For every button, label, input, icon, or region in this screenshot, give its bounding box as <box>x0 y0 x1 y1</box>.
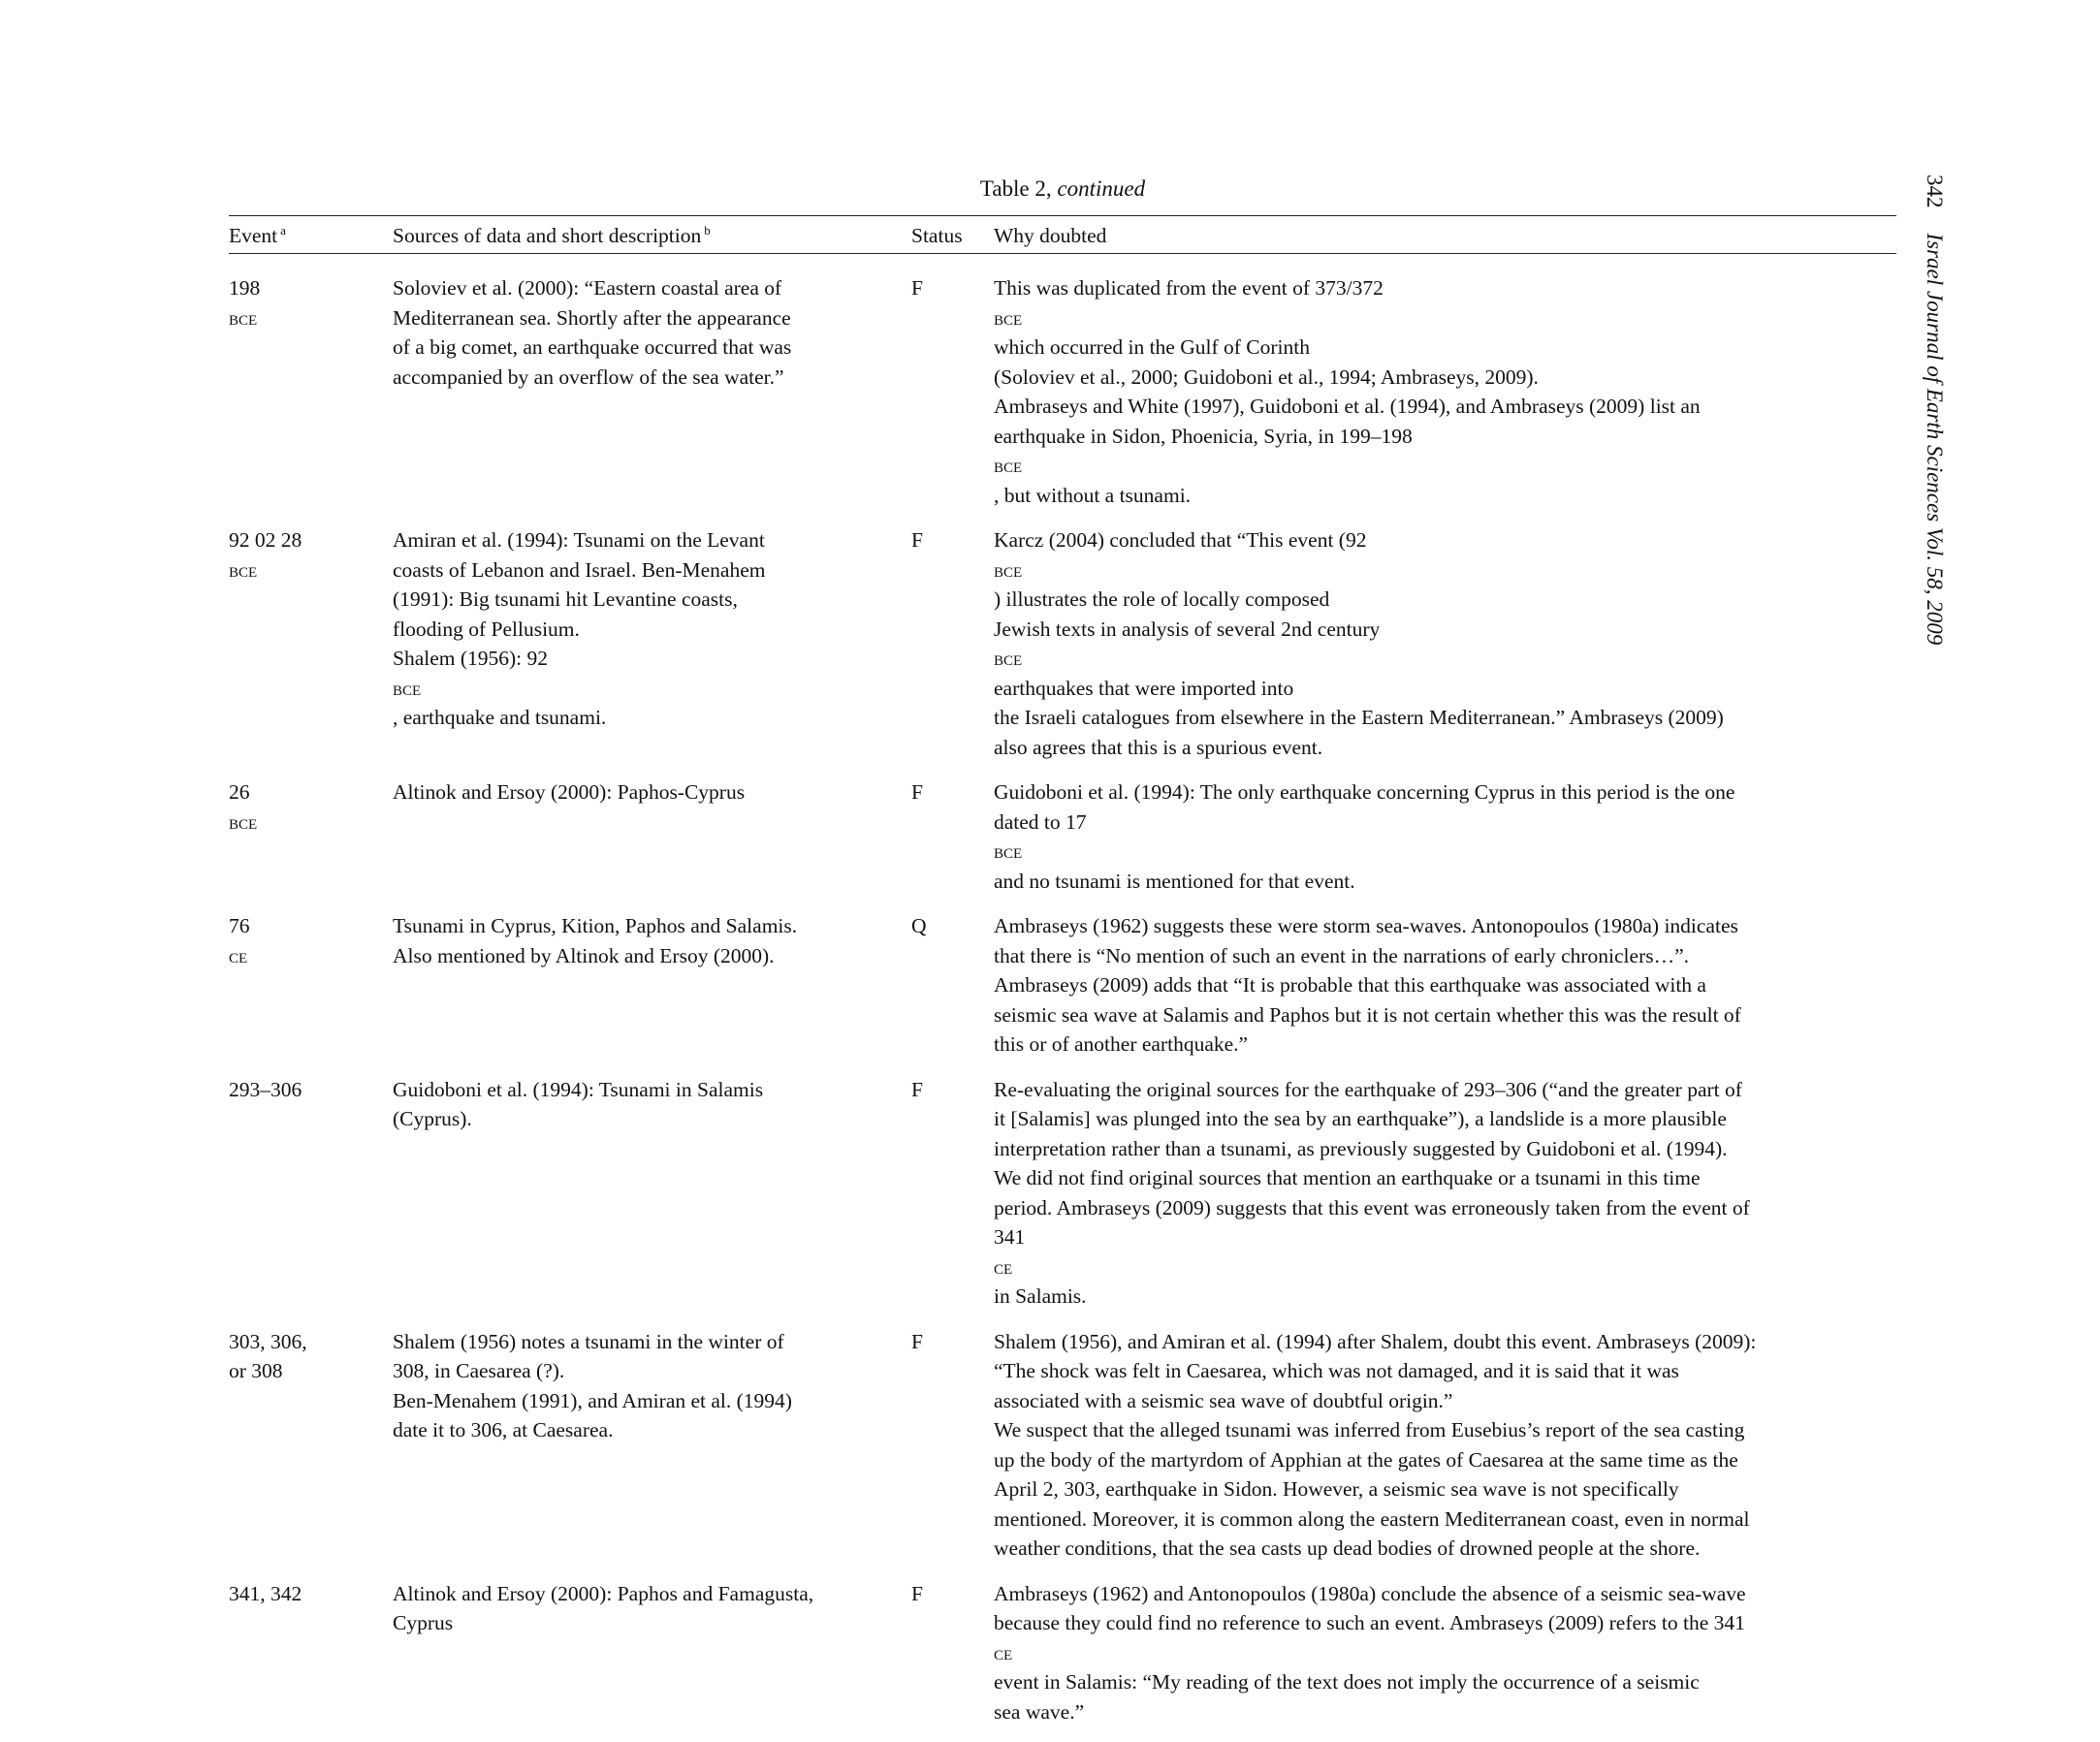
event-cell <box>229 911 393 1075</box>
text-line: period. Ambraseys (2009) suggests that this event was erroneously taken from the event of <box>994 1193 1896 1223</box>
text-line: “The shock was felt in Caesarea, which was not damaged, and it is said that it was <box>994 1356 1896 1386</box>
table-row <box>229 525 1896 777</box>
why-doubted-cell <box>994 911 1896 1075</box>
text-line: this or of another earthquake.” <box>994 1029 1896 1060</box>
why-doubted-cell <box>994 254 1896 526</box>
text-line: Guidoboni et al. (1994): The only earthquake concerning Cyprus in this period is the one <box>994 777 1896 808</box>
text-line: Ambraseys (2009) adds that “It is probable that this earthquake was associated with a <box>994 970 1896 1000</box>
text-line: Re-evaluating the original sources for the earthquake of 293–306 (“and the greater part of <box>994 1075 1896 1105</box>
table-row <box>229 254 1896 526</box>
text-line: This was duplicated from the event of 373/372 bce which occurred in the Gulf of Corinth <box>994 273 1896 363</box>
text-line: of a big comet, an earthquake occurred that was <box>393 333 911 363</box>
text-line: mentioned. Moreover, it is common along the eastern Mediterranean coast, even in normal <box>994 1504 1896 1535</box>
text-line: 198 bce <box>229 273 393 333</box>
table-caption-label: Table 2, <box>980 176 1052 201</box>
text-line: 341 ce in Salamis. <box>994 1222 1896 1312</box>
text-line: Shalem (1956): 92 bce , earthquake and tsunami. <box>393 644 911 733</box>
text-line: Tsunami in Cyprus, Kition, Paphos and Salamis. <box>393 911 911 941</box>
text-line: Ambraseys and White (1997), Guidoboni et al. (1994), and Ambraseys (2009) list an <box>994 392 1896 422</box>
table-row <box>229 777 1896 911</box>
text-line: April 2, 303, earthquake in Sidon. However, a seismic sea wave is not specifically <box>994 1474 1896 1504</box>
text-line: up the body of the martyrdom of Apphian at the gates of Caesarea at the same time as the <box>994 1445 1896 1475</box>
event-cell <box>229 254 393 526</box>
sources-cell <box>393 1075 911 1327</box>
text-line: (1991): Big tsunami hit Levantine coasts, <box>393 585 911 615</box>
sources-cell <box>393 777 911 911</box>
text-line: that there is “No mention of such an event in the narrations of early chroniclers…”. <box>994 941 1896 971</box>
text-line: Soloviev et al. (2000): “Eastern coastal area of <box>393 273 911 303</box>
running-head <box>1920 174 1949 717</box>
text-line: Cyprus <box>393 1608 911 1638</box>
text-line: Ambraseys (1962) suggests these were storm sea-waves. Antonopoulos (1980a) indicates <box>994 911 1896 941</box>
text-line: (Cyprus). <box>393 1104 911 1134</box>
table-row <box>229 1075 1896 1327</box>
text-line: 293–306 <box>229 1075 393 1105</box>
text-line: Ambraseys (1962) and Antonopoulos (1980a) conclude the absence of a seismic sea-wave <box>994 1579 1896 1609</box>
status-cell: Q <box>911 911 994 1075</box>
sources-cell <box>393 1327 911 1579</box>
table-caption <box>229 174 1896 204</box>
text-line: associated with a seismic sea wave of doubtful origin.” <box>994 1386 1896 1416</box>
text-line: accompanied by an overflow of the sea water.” <box>393 363 911 393</box>
text-line: We suspect that the alleged tsunami was inferred from Eusebius’s report of the sea casting <box>994 1415 1896 1445</box>
text-line: We did not find original sources that mention an earthquake or a tsunami in this time <box>994 1163 1896 1193</box>
text-line: dated to 17 bce and no tsunami is mentioned for that event. <box>994 808 1896 897</box>
text-line: date it to 306, at Caesarea. <box>393 1415 911 1445</box>
text-line: seismic sea wave at Salamis and Paphos but it is not certain whether this was the result of <box>994 1000 1896 1030</box>
sources-cell <box>393 525 911 777</box>
text-line: Mediterranean sea. Shortly after the appearance <box>393 303 911 333</box>
doubted-events-table <box>229 215 1896 1742</box>
table-container <box>229 215 1896 1742</box>
event-cell <box>229 1075 393 1327</box>
text-line: Jewish texts in analysis of several 2nd century bce earthquakes that were imported into <box>994 615 1896 704</box>
status-cell: F <box>911 254 994 526</box>
text-line: Also mentioned by Altinok and Ersoy (2000). <box>393 941 911 971</box>
text-line: or 308 <box>229 1356 393 1386</box>
status-cell: F <box>911 1579 994 1742</box>
table-header <box>229 216 1896 254</box>
status-cell: F <box>911 1327 994 1579</box>
header-status: Status <box>911 216 994 254</box>
text-line: Altinok and Ersoy (2000): Paphos-Cyprus <box>393 777 911 808</box>
text-line: weather conditions, that the sea casts up dead bodies of drowned people at the shore. <box>994 1534 1896 1564</box>
text-line: it [Salamis] was plunged into the sea by an earthquake”), a landslide is a more plausible <box>994 1104 1896 1134</box>
text-line: also agrees that this is a spurious event. <box>994 733 1896 763</box>
header-event-footnote: a <box>280 223 286 238</box>
text-line: Guidoboni et al. (1994): Tsunami in Salamis <box>393 1075 911 1105</box>
why-doubted-cell <box>994 777 1896 911</box>
event-cell <box>229 1327 393 1579</box>
header-sources-footnote: b <box>704 223 711 238</box>
sources-cell <box>393 254 911 526</box>
text-line: sea wave.” <box>994 1697 1896 1727</box>
table-row <box>229 1327 1896 1579</box>
event-cell <box>229 525 393 777</box>
text-line: earthquake in Sidon, Phoenicia, Syria, in 199–198 bce , but without a tsunami. <box>994 422 1896 511</box>
text-line: Amiran et al. (1994): Tsunami on the Levant <box>393 525 911 555</box>
text-line: because they could find no reference to such an event. Ambraseys (2009) refers to the 341 <box>994 1608 1896 1638</box>
header-sources: Sources of data and short description $^b$ <box>393 216 911 254</box>
text-line: coasts of Lebanon and Israel. Ben-Menahem <box>393 555 911 586</box>
text-line: Shalem (1956) notes a tsunami in the winter of <box>393 1327 911 1357</box>
text-line: 76 ce <box>229 911 393 970</box>
header-why-doubted: Why doubted <box>994 216 1896 254</box>
text-line: Karcz (2004) concluded that “This event (92 bce ) illustrates the role of locally composed <box>994 525 1896 615</box>
text-line: the Israeli catalogues from elsewhere in the Eastern Mediterranean.” Ambraseys (2009) <box>994 703 1896 733</box>
table-caption-suffix: continued <box>1057 176 1145 201</box>
page-number: 342 <box>1923 174 1947 208</box>
text-line: Altinok and Ersoy (2000): Paphos and Famagusta, <box>393 1579 911 1609</box>
text-line: 92 02 28 bce <box>229 525 393 585</box>
text-line: Ben-Menahem (1991), and Amiran et al. (1994) <box>393 1386 911 1416</box>
sources-cell <box>393 911 911 1075</box>
text-line: 26 bce <box>229 777 393 837</box>
why-doubted-cell <box>994 525 1896 777</box>
text-line: 341, 342 <box>229 1579 393 1609</box>
text-line: 303, 306, <box>229 1327 393 1357</box>
header-event: Event $^a$ <box>229 216 393 254</box>
text-line: Shalem (1956), and Amiran et al. (1994) after Shalem, doubt this event. Ambraseys (2009): <box>994 1327 1896 1357</box>
table-body <box>229 254 1896 1742</box>
text-line: interpretation rather than a tsunami, as previously suggested by Guidoboni et al. (1994). <box>994 1134 1896 1164</box>
journal-name: Israel Journal of Earth Sciences Vol. 58, 2009 <box>1923 234 1947 646</box>
text-line: (Soloviev et al., 2000; Guidoboni et al., 1994; Ambraseys, 2009). <box>994 363 1896 393</box>
text-line: ce event in Salamis: “My reading of the text does not imply the occurrence of a seismic <box>994 1638 1896 1697</box>
event-cell <box>229 777 393 911</box>
status-cell: F <box>911 525 994 777</box>
text-line: flooding of Pellusium. <box>393 615 911 645</box>
why-doubted-cell <box>994 1327 1896 1579</box>
text-line: 308, in Caesarea (?). <box>393 1356 911 1386</box>
why-doubted-cell <box>994 1075 1896 1327</box>
status-cell: F <box>911 1075 994 1327</box>
status-cell: F <box>911 777 994 911</box>
table-row <box>229 911 1896 1075</box>
